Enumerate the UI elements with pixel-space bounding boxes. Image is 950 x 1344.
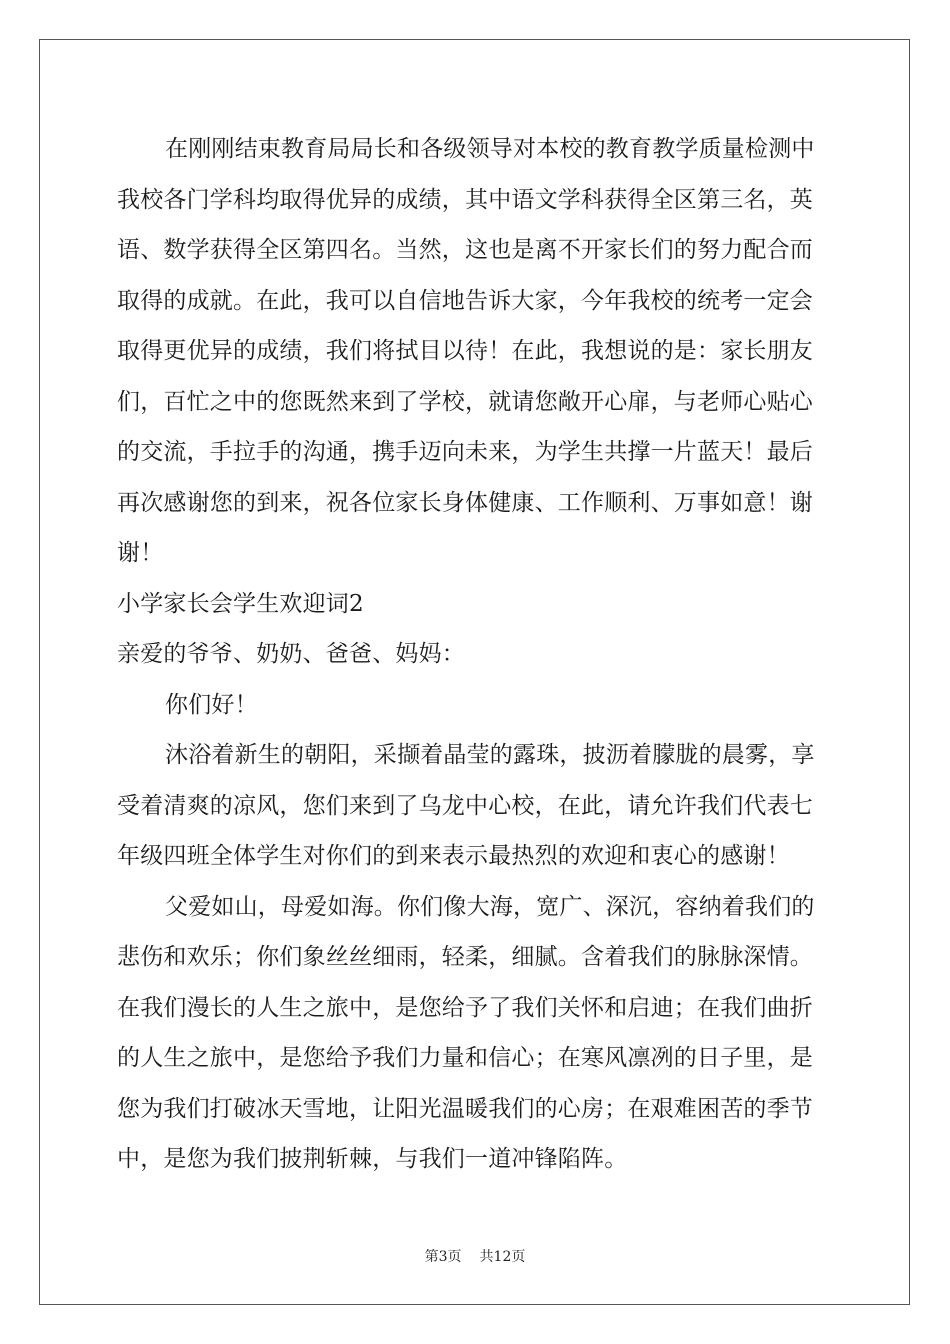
- document-body: [117, 124, 837, 1185]
- paragraph-2-line: 受着清爽的凉风，您们来到了乌龙中心校，在此，请允许我们代表七: [117, 792, 813, 819]
- paragraph-1-line: 谢！: [117, 540, 164, 566]
- paragraph-3-line: 父爱如山，母爱如海。你们像大海，宽广、深沉，容纳着我们的: [165, 893, 815, 920]
- paragraph-3-line: 中，是您为我们披荆斩棘，与我们一道冲锋陷阵。: [117, 1146, 628, 1172]
- section-title: 小学家长会学生欢迎词2: [117, 590, 364, 617]
- salutation: 亲爱的爷爷、奶奶、爸爸、妈妈：: [117, 641, 465, 667]
- paragraph-1-line: 再次感谢您的到来，祝各位家长身体健康、工作顺利、万事如意！谢: [117, 489, 813, 516]
- paragraph-2-line: 沐浴着新生的朝阳，采撷着晶莹的露珠，披沥着朦胧的晨雾，享: [165, 742, 815, 768]
- paragraph-1-line: 们，百忙之中的您既然来到了学校，就请您敞开心扉，与老师心贴心: [117, 388, 813, 415]
- paragraph-3-line: 悲伤和欢乐；你们象丝丝细雨，轻柔，细腻。含着我们的脉脉深情。: [117, 944, 813, 970]
- paragraph-1-line: 语、数学获得全区第四名。当然，这也是离不开家长们的努力配合而: [117, 237, 813, 263]
- paragraph-3-line: 的人生之旅中，是您给予我们力量和信心；在寒风凛冽的日子里，是: [117, 1045, 813, 1071]
- paragraph-1-line: 取得更优异的成绩，我们将拭目以待！在此，我想说的是：家长朋友: [117, 338, 813, 364]
- page-number: 第3页: [424, 1249, 462, 1265]
- page-total: 共12页: [479, 1249, 526, 1265]
- paragraph-1-line: 取得的成就。在此，我可以自信地告诉大家，今年我校的统考一定会: [117, 287, 813, 314]
- paragraph-2-line: 年级四班全体学生对你们的到来表示最热烈的欢迎和衷心的感谢！: [117, 843, 790, 869]
- paragraph-3-line: 您为我们打破冰天雪地，让阳光温暖我们的心房；在艰难困苦的季节: [117, 1095, 813, 1122]
- greeting: 你们好！: [165, 691, 258, 718]
- paragraph-1-line: 的交流，手拉手的沟通，携手迈向未来，为学生共撑一片蓝天！最后: [117, 439, 813, 465]
- paragraph-1-line: 我校各门学科均取得优异的成绩，其中语文学科获得全区第三名，英: [117, 186, 813, 213]
- paragraph-1-line: 在刚刚结束教育局局长和各级领导对本校的教育教学质量检测中: [165, 136, 815, 162]
- page-footer: [0, 1246, 950, 1266]
- paragraph-3-line: 在我们漫长的人生之旅中，是您给予了我们关怀和启迪；在我们曲折: [117, 994, 813, 1021]
